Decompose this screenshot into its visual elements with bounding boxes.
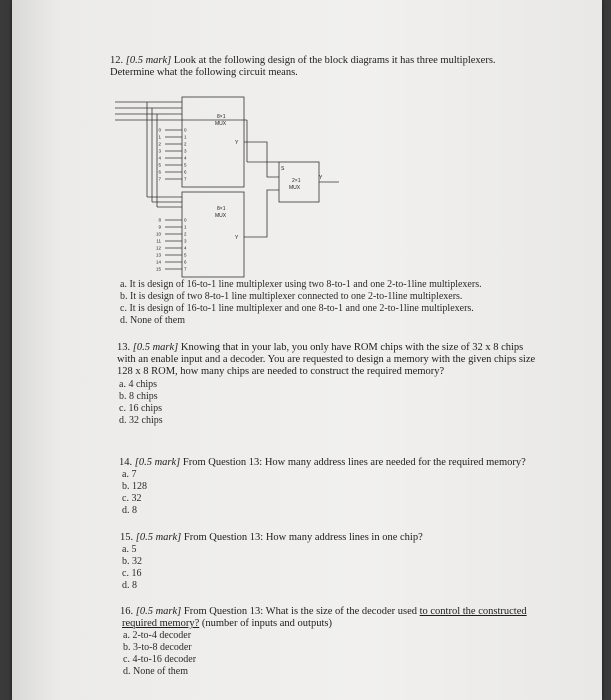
q14-option-d[interactable]: d. 8 <box>122 505 137 516</box>
inputs-top-label-1: 1 <box>158 134 161 140</box>
q16-option-c[interactable]: c. 4-to-16 decoder <box>123 654 197 665</box>
inputs-bot-pin-4: 4 <box>184 245 187 251</box>
q13-mark: [0.5 mark] <box>132 342 179 353</box>
mux3-sub: MUX <box>289 185 301 191</box>
mux3-label: 2×1 <box>292 178 301 184</box>
q12-mark: [0.5 mark] <box>125 55 172 66</box>
q16-text-1a: From Question 13: What is the size of the decoder used <box>183 606 417 617</box>
inputs-top-label-5: 5 <box>158 162 161 168</box>
mux2-output-y: Y <box>235 235 239 241</box>
inputs-top-label-2: 2 <box>158 141 161 147</box>
inputs-bot-pin-5: 5 <box>184 252 187 258</box>
mux2-sub: MUX <box>215 213 227 219</box>
mux1-sub: MUX <box>215 121 227 127</box>
inputs-top-pin-1: 1 <box>184 134 187 140</box>
inputs-bot-pin-1: 1 <box>184 224 187 230</box>
q16-option-b[interactable]: b. 3-to-8 decoder <box>123 642 192 653</box>
inputs-bot-label-8: 8 <box>158 217 161 223</box>
q13-line1 <box>117 342 523 354</box>
q12-option-a[interactable]: a. It is design of 16-to-1 line multiplexer using two 8-to-1 and one 2-to-1line multiplexers. <box>120 279 482 290</box>
q14-option-a[interactable]: a. 7 <box>122 469 137 480</box>
q12-option-b[interactable]: b. It is design of two 8-to-1 line multiplexer connected to one 2-to-1line multiplexers. <box>120 291 463 302</box>
q13-option-d[interactable]: d. 32 chips <box>119 415 163 426</box>
mux2-label: 8×1 <box>217 206 226 212</box>
q16-option-a[interactable]: a. 2-to-4 decoder <box>123 630 192 641</box>
q15-mark: [0.5 mark] <box>135 532 182 543</box>
q12-text-1: Look at the following design of the block diagrams it has three multiplexers. <box>173 55 496 66</box>
inputs-bot-label-12: 12 <box>155 245 161 251</box>
inputs-top-pin-0: 0 <box>184 127 187 133</box>
mux3-select-s: S <box>281 166 285 172</box>
q13-option-c[interactable]: c. 16 chips <box>119 403 163 414</box>
inputs-top-pin-7: 7 <box>184 176 187 182</box>
inputs-bot-label-10: 10 <box>155 231 161 237</box>
inputs-top-label-6: 6 <box>158 169 161 175</box>
q14-number: 14. <box>119 457 133 468</box>
inputs-bot-label-14: 14 <box>155 259 161 265</box>
q16-text-1b: to control the constructed <box>419 606 527 617</box>
inputs-bot-label-13: 13 <box>155 252 161 258</box>
inputs-bot-label-11: 11 <box>156 238 161 244</box>
inputs-bot-label-9: 9 <box>158 224 161 230</box>
q14-line1 <box>119 457 526 469</box>
q14-option-b[interactable]: b. 128 <box>122 481 147 492</box>
inputs-top-label-7: 7 <box>158 176 161 182</box>
q15-option-d[interactable]: d. 8 <box>122 580 137 591</box>
inputs-bot-pin-2: 2 <box>184 231 187 237</box>
q14-text-1: From Question 13: How many address lines are needed for the required memory? <box>182 457 526 468</box>
q15-line1 <box>120 532 423 544</box>
q15-text-1: From Question 13: How many address lines in one chip? <box>183 532 423 543</box>
inputs-top-pin-2: 2 <box>184 141 187 147</box>
q16-number: 16. <box>120 606 134 617</box>
q16-line2 <box>122 618 332 630</box>
q12-option-c[interactable]: c. It is design of 16-to-1 line multiplexer and one 8-to-1 and one 2-to-1line multiplexers. <box>120 303 474 314</box>
q13-line2: with an enable input and a decoder. You are requested to design a memory with the given chips size <box>117 354 536 365</box>
inputs-bot-pin-6: 6 <box>184 259 187 265</box>
q16-text-2b: (number of inputs and outputs) <box>201 618 332 629</box>
inputs-bot-pin-7: 7 <box>184 266 187 272</box>
inputs-top-label-4: 4 <box>158 155 161 161</box>
q15-option-a[interactable]: a. 5 <box>122 544 137 555</box>
exam-page <box>12 0 602 700</box>
q14-mark: [0.5 mark] <box>134 457 181 468</box>
inputs-top-pin-6: 6 <box>184 169 187 175</box>
q16-text-2a: required memory? <box>122 618 200 629</box>
q13-number: 13. <box>117 342 131 353</box>
mux-circuit-diagram <box>107 92 347 282</box>
q12-line2: Determine what the following circuit means. <box>110 67 298 78</box>
inputs-top-pin-5: 5 <box>184 162 187 168</box>
mux1-output-y: Y <box>235 140 239 146</box>
q14-option-c[interactable]: c. 32 <box>122 493 142 504</box>
q13-option-a[interactable]: a. 4 chips <box>119 379 158 390</box>
inputs-bot-label-15: 15 <box>155 266 161 272</box>
inputs-bot-pin-3: 3 <box>184 238 187 244</box>
q15-option-c[interactable]: c. 16 <box>122 568 142 579</box>
q16-mark: [0.5 mark] <box>135 606 182 617</box>
q13-text-1: Knowing that in your lab, you only have ROM chips with the size of 32 x 8 chips <box>180 342 524 353</box>
mux1-label: 8×1 <box>217 114 226 120</box>
q13-line3: 128 x 8 ROM, how many chips are needed to construct the required memory? <box>117 366 445 377</box>
inputs-top-pin-4: 4 <box>184 155 187 161</box>
inputs-top-label-0: 0 <box>158 127 161 133</box>
q15-number: 15. <box>120 532 134 543</box>
inputs-top-pin-3: 3 <box>184 148 187 154</box>
q12-option-d[interactable]: d. None of them <box>120 315 185 326</box>
q16-line1 <box>120 606 527 618</box>
q16-option-d[interactable]: d. None of them <box>123 666 188 677</box>
q12-number: 12. <box>110 55 124 66</box>
q15-option-b[interactable]: b. 32 <box>122 556 142 567</box>
inputs-top-label-3: 3 <box>158 148 161 154</box>
q12-line1 <box>110 55 496 67</box>
inputs-bot-pin-0: 0 <box>184 217 187 223</box>
q13-option-b[interactable]: b. 8 chips <box>119 391 158 402</box>
mux3-output-y: Y <box>319 175 323 181</box>
